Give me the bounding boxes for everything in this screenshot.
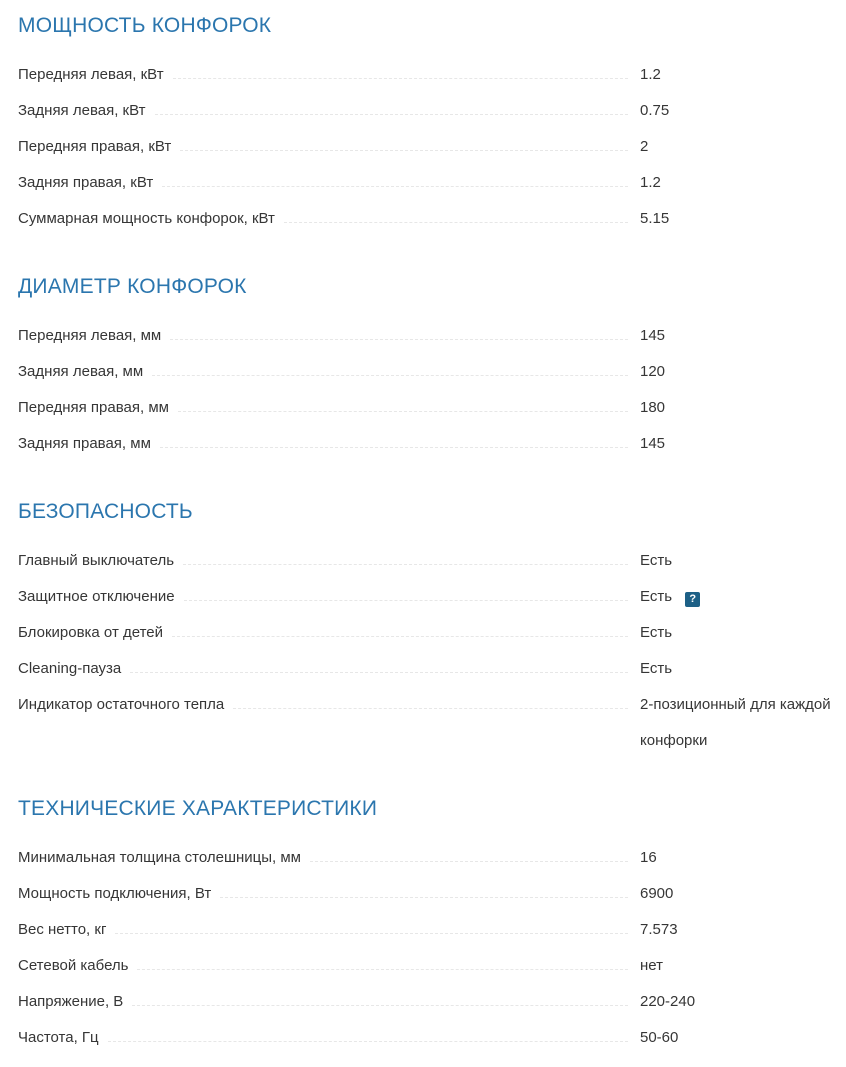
spec-value-cell	[640, 687, 846, 759]
spec-label: Задняя правая, кВт	[18, 174, 154, 191]
help-icon[interactable]: ?	[685, 592, 700, 607]
leader-line	[310, 861, 628, 862]
spec-value: 120	[640, 363, 666, 380]
spec-value-cell	[640, 165, 846, 201]
spec-label: Минимальная толщина столешницы, мм	[18, 849, 301, 866]
leader-line	[173, 78, 628, 79]
spec-row	[18, 579, 846, 615]
leader-line	[183, 564, 628, 565]
section-title: ДИАМЕТР КОНФОРОК	[18, 275, 247, 298]
spec-value-cell	[640, 615, 846, 651]
spec-value-cell	[640, 984, 846, 1020]
spec-value: нет	[640, 957, 663, 974]
spec-section	[18, 797, 846, 1056]
spec-label: Индикатор остаточного тепла	[18, 696, 225, 713]
spec-row	[18, 984, 846, 1020]
spec-rows	[18, 840, 846, 1056]
spec-value-cell	[640, 579, 846, 615]
spec-row	[18, 318, 846, 354]
spec-rows	[18, 318, 846, 462]
spec-value: 1.2	[640, 66, 661, 83]
spec-value: 145	[640, 435, 666, 452]
spec-row	[18, 651, 846, 687]
spec-row	[18, 201, 846, 237]
leader-line	[220, 897, 628, 898]
spec-value: 2	[640, 138, 649, 155]
spec-value: Есть	[640, 624, 673, 641]
spec-label: Главный выключатель	[18, 552, 175, 569]
leader-line	[108, 1041, 628, 1042]
spec-label: Вес нетто, кг	[18, 921, 107, 938]
spec-value-cell	[640, 426, 846, 462]
spec-label: Передняя левая, кВт	[18, 66, 164, 83]
leader-line	[162, 186, 628, 187]
spec-value: 2-позиционный для каждой конфорки	[640, 696, 831, 749]
spec-value: 180	[640, 399, 666, 416]
spec-row	[18, 390, 846, 426]
spec-label: Суммарная мощность конфорок, кВт	[18, 210, 275, 227]
spec-row	[18, 912, 846, 948]
leader-line	[152, 375, 628, 376]
spec-row	[18, 1020, 846, 1056]
spec-value-cell	[640, 57, 846, 93]
spec-value: Есть	[640, 552, 673, 569]
section-title: БЕЗОПАСНОСТЬ	[18, 500, 193, 523]
leader-line	[172, 636, 628, 637]
leader-line	[184, 600, 628, 601]
spec-label: Мощность подключения, Вт	[18, 885, 212, 902]
spec-label: Блокировка от детей	[18, 624, 164, 641]
spec-rows	[18, 543, 846, 759]
spec-value-cell	[640, 390, 846, 426]
spec-label: Сетевой кабель	[18, 957, 129, 974]
spec-row	[18, 426, 846, 462]
spec-value-cell	[640, 948, 846, 984]
section-title: ТЕХНИЧЕСКИЕ ХАРАКТЕРИСТИКИ	[18, 797, 378, 820]
leader-line	[137, 969, 628, 970]
spec-value: 7.573	[640, 921, 678, 938]
spec-label: Защитное отключение	[18, 588, 175, 605]
spec-row	[18, 354, 846, 390]
spec-row	[18, 543, 846, 579]
spec-section	[18, 275, 846, 462]
leader-line	[233, 708, 628, 709]
spec-label: Передняя левая, мм	[18, 327, 162, 344]
spec-label: Передняя правая, мм	[18, 399, 169, 416]
spec-row	[18, 615, 846, 651]
leader-line	[170, 339, 628, 340]
spec-value-cell	[640, 651, 846, 687]
spec-value: 16	[640, 849, 657, 866]
spec-value: Есть	[640, 588, 673, 605]
spec-value: 145	[640, 327, 666, 344]
leader-line	[132, 1005, 628, 1006]
spec-label: Задняя левая, кВт	[18, 102, 146, 119]
spec-row	[18, 165, 846, 201]
spec-value-cell	[640, 93, 846, 129]
spec-row	[18, 93, 846, 129]
leader-line	[115, 933, 628, 934]
spec-value-cell	[640, 318, 846, 354]
spec-value-cell	[640, 912, 846, 948]
spec-value: Есть	[640, 660, 673, 677]
leader-line	[180, 150, 628, 151]
spec-row	[18, 687, 846, 759]
spec-value-cell	[640, 840, 846, 876]
spec-row	[18, 57, 846, 93]
leader-line	[284, 222, 628, 223]
spec-value: 220-240	[640, 993, 696, 1010]
spec-rows	[18, 57, 846, 237]
leader-line	[160, 447, 628, 448]
spec-value-cell	[640, 201, 846, 237]
spec-row	[18, 876, 846, 912]
spec-value-cell	[640, 876, 846, 912]
spec-row	[18, 948, 846, 984]
spec-label: Частота, Гц	[18, 1029, 99, 1046]
spec-row	[18, 129, 846, 165]
spec-value-cell	[640, 1020, 846, 1056]
spec-section	[18, 14, 846, 237]
section-title: МОЩНОСТЬ КОНФОРОК	[18, 14, 272, 37]
spec-section	[18, 500, 846, 759]
spec-label: Cleaning-пауза	[18, 660, 122, 677]
spec-label: Передняя правая, кВт	[18, 138, 172, 155]
spec-value-cell	[640, 354, 846, 390]
spec-value: 50-60	[640, 1029, 679, 1046]
leader-line	[155, 114, 629, 115]
spec-label: Напряжение, В	[18, 993, 124, 1010]
spec-value: 6900	[640, 885, 674, 902]
leader-line	[130, 672, 628, 673]
spec-value-cell	[640, 543, 846, 579]
spec-value-cell	[640, 129, 846, 165]
spec-row	[18, 840, 846, 876]
spec-value: 0.75	[640, 102, 670, 119]
spec-value: 5.15	[640, 210, 670, 227]
spec-value: 1.2	[640, 174, 661, 191]
spec-label: Задняя правая, мм	[18, 435, 151, 452]
leader-line	[178, 411, 628, 412]
spec-label: Задняя левая, мм	[18, 363, 144, 380]
